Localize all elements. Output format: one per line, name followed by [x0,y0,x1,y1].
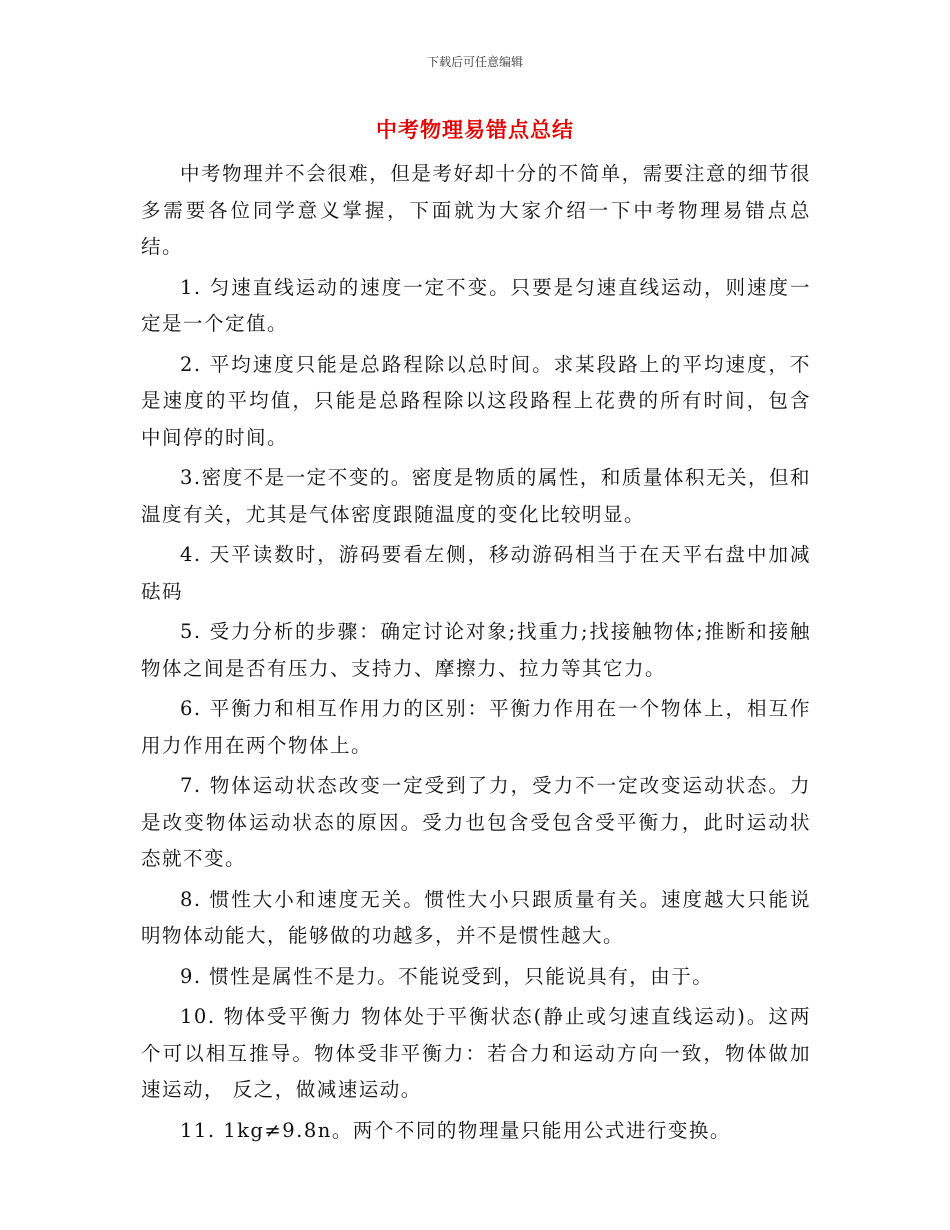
item-paragraph-4: 4. 天平读数时，游码要看左侧，移动游码相当于在天平右盘中加减砝码 [141,543,811,603]
item-paragraph-11: 11. 1kg≠9.8n。两个不同的物理量只能用公式进行变换。 [180,1118,731,1142]
item-paragraph-6: 6. 平衡力和相互作用力的区别：平衡力作用在一个物体上，相互作用力作用在两个物体上。 [141,697,811,757]
item-paragraph-10: 10. 物体受平衡力 物体处于平衡状态(静止或匀速直线运动)。这两个可以相互推导。物体受非平衡力：若合力和运动方向一致，物体做加速运动， 反之，做减速运动。 [141,1005,811,1101]
item-paragraph-3: 3.密度不是一定不变的。密度是物质的属性，和质量体积无关，但和温度有关，尤其是气体密度跟随温度的变化比较明显。 [141,466,811,526]
item-paragraph-9: 9. 惯性是属性不是力。不能说受到，只能说具有，由于。 [180,964,714,988]
document-title: 中考物理易错点总结 [376,117,574,142]
item-paragraph-2: 2. 平均速度只能是总路程除以总时间。求某段路上的平均速度，不是速度的平均值，只能是总路程除以这段路程上花费的所有时间，包含中间停的时间。 [141,352,811,449]
item-paragraph-8: 8. 惯性大小和速度无关。惯性大小只跟质量有关。速度越大只能说明物体动能大，能够做的功越多，并不是惯性越大。 [141,887,811,947]
document-body [141,156,811,1153]
header-note: 下载后可任意编辑 [426,55,523,69]
item-paragraph-7: 7. 物体运动状态改变一定受到了力，受力不一定改变运动状态。力是改变物体运动状态的原因。受力也包含受包含受平衡力，此时运动状态就不变。 [141,774,811,870]
intro-paragraph: 中考物理并不会很难，但是考好却十分的不简单，需要注意的细节很多需要各位同学意义掌握，下面就为大家介绍一下中考物理易错点总结。 [141,162,811,258]
item-paragraph-1: 1. 匀速直线运动的速度一定不变。只要是匀速直线运动，则速度一定是一个定值。 [141,275,811,335]
item-paragraph-5: 5. 受力分析的步骤：确定讨论对象;找重力;找接触物体;推断和接触物体之间是否有压力、支持力、摩擦力、拉力等其它力。 [141,620,811,680]
